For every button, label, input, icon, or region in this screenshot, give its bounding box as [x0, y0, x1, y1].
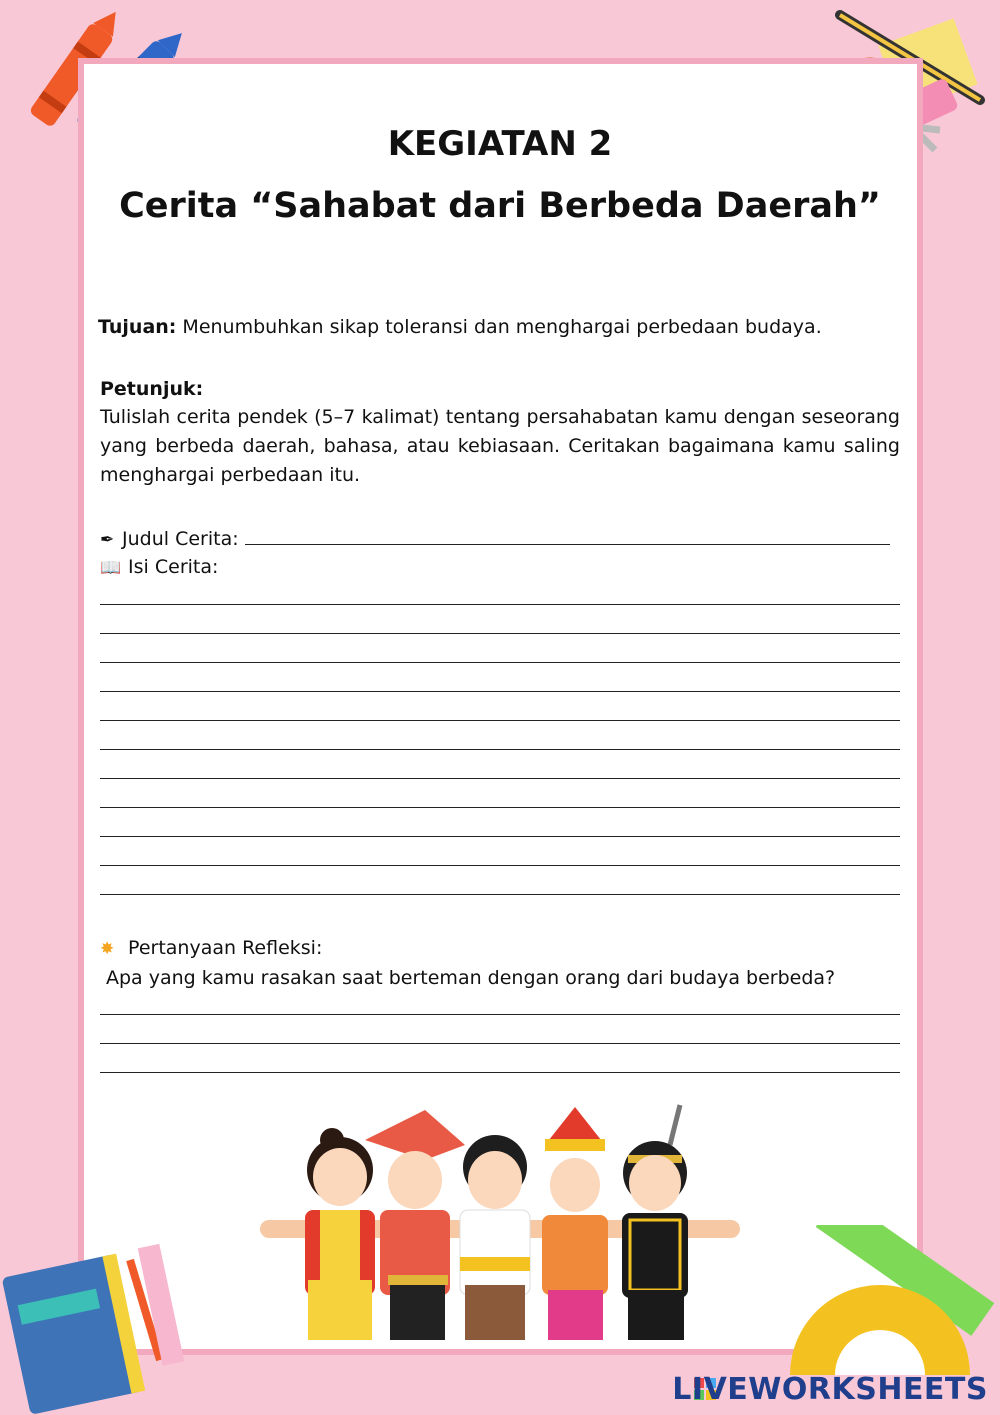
isi-label: Isi Cerita: — [128, 556, 219, 578]
pen-icon: ✒ — [100, 530, 115, 550]
children-illustration — [250, 1095, 750, 1350]
petunjuk-label: Petunjuk: — [100, 378, 204, 400]
tujuan-section — [98, 313, 898, 342]
isi-writing-line[interactable] — [100, 604, 900, 605]
isi-writing-line[interactable] — [100, 691, 900, 692]
refleksi-writing-line[interactable] — [100, 1072, 900, 1073]
petunjuk-text: Tulislah cerita pendek (5–7 kalimat) tentang persahabatan kamu dengan seseorang yang berbeda daerah, bahasa, atau kebiasaan. Ceritakan bagaimana kamu saling menghargai perbedaan itu. — [100, 406, 900, 486]
tujuan-label: Tujuan: — [98, 316, 177, 338]
refleksi-label: Pertanyaan Refleksi: — [128, 937, 323, 959]
isi-writing-line[interactable] — [100, 749, 900, 750]
ruler-icon — [780, 1225, 1000, 1385]
book-icon: 📖 — [100, 558, 122, 578]
judul-label: Judul Cerita: — [122, 528, 239, 550]
isi-writing-line[interactable] — [100, 836, 900, 837]
isi-writing-line[interactable] — [100, 865, 900, 866]
tujuan-text: Menumbuhkan sikap toleransi dan menghargai perbedaan budaya. — [176, 316, 822, 338]
page-subtitle: Cerita “Sahabat dari Berbeda Daerah” — [119, 186, 881, 226]
notebook-icon — [0, 1225, 200, 1415]
isi-row — [100, 553, 900, 583]
isi-writing-line[interactable] — [100, 720, 900, 721]
star-icon: ✸ — [100, 939, 115, 959]
refleksi-writing-line[interactable] — [100, 1014, 900, 1015]
isi-writing-line[interactable] — [100, 807, 900, 808]
isi-writing-line[interactable] — [100, 662, 900, 663]
isi-writing-line[interactable] — [100, 633, 900, 634]
isi-writing-line[interactable] — [100, 894, 900, 895]
refleksi-question: Apa yang kamu rasakan saat berteman dengan orang dari budaya berbeda? — [106, 967, 836, 989]
judul-input-line[interactable] — [245, 524, 890, 545]
brand-name: LIVEWORKSHEETS — [672, 1372, 988, 1407]
isi-writing-line[interactable] — [100, 778, 900, 779]
judul-row — [100, 524, 900, 555]
page-title: KEGIATAN 2 — [387, 124, 613, 164]
refleksi-row — [100, 934, 900, 964]
refleksi-writing-line[interactable] — [100, 1043, 900, 1044]
